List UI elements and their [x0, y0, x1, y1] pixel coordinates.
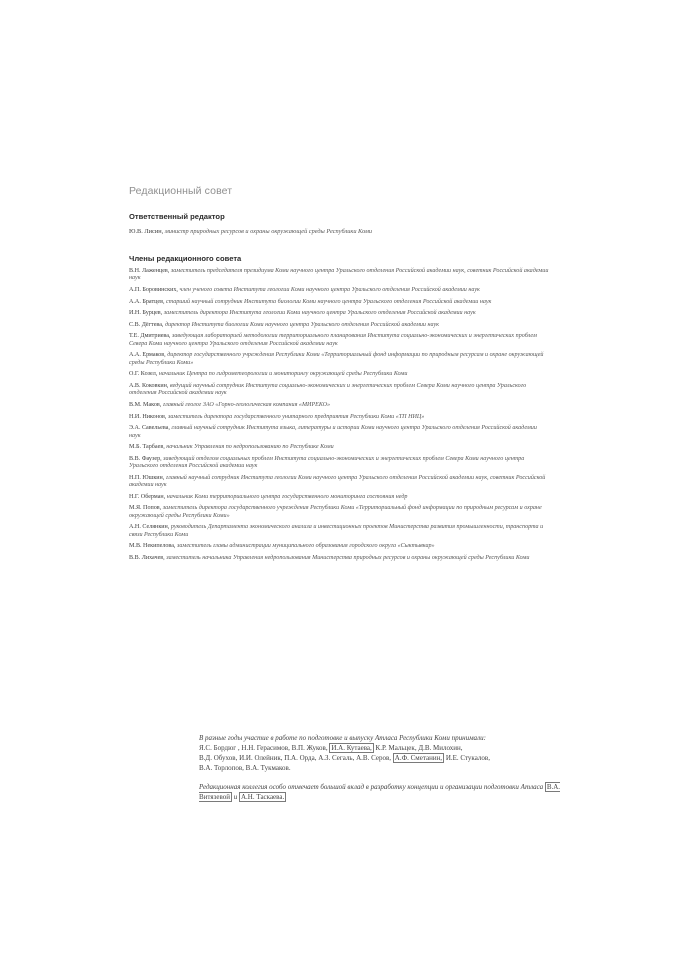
member-role: заведующая лабораторией методологии территориального планирования Института социально-экономических и энергетических проблем Севера Коми научного центра Уральского отделения Российской академии наук: [129, 333, 537, 347]
member-name: Н.П. Юшкин,: [129, 474, 165, 481]
board-member: [129, 555, 549, 562]
member-name: В.В. Фаузер,: [129, 455, 162, 462]
member-role: заместитель председателя президиума Коми научного центра Уральского отделения Российской академии наук, советник Российской академии наук: [129, 268, 549, 282]
member-role: заместитель начальника Управления недропользования Министерства природных ресурсов и охраны окружающей среды Республики Коми: [166, 554, 530, 561]
member-name: М.В. Некипелова,: [129, 543, 176, 550]
member-name: А.Н. Селянкин,: [129, 524, 170, 531]
board-members-list: [129, 268, 549, 567]
chief-editor-role: министр природных ресурсов и охраны окружающей среды Республики Коми: [164, 228, 373, 235]
member-name: В.М. Маков,: [129, 401, 162, 408]
member-name: Т.Е. Дмитриева,: [129, 333, 171, 340]
board-member: [129, 456, 549, 471]
member-role: начальник Центра по гидрометеорологии и мониторингу окружающей среды Республики Коми: [158, 371, 408, 378]
member-role: главный геолог ЗАО «Горно-геологическая компания «МИРЕКО»: [162, 401, 331, 408]
member-role: заместитель директора государственного учреждения Республики Коми «Территориальный фонд информации по природным ресурсам и охране окружающей среды Республики Коми»: [129, 505, 542, 519]
member-name: Э.А. Савельева,: [129, 425, 170, 432]
board-member: [129, 494, 549, 501]
chief-editor-heading: Ответственный редактор: [129, 212, 225, 221]
contributors-block: [199, 733, 571, 802]
contributors-text: Я.С. Бордюг , Н.Н. Герасимов, В.П. Жуков,: [199, 744, 328, 752]
member-name: О.Г. Козел,: [129, 371, 158, 378]
member-role: директор государственного учреждения Республики Коми «Территориальный фонд информации по природным ресурсам и охране окружающей среды Республики Коми»: [129, 352, 544, 366]
contributors-text: И.Е. Стукалов,: [445, 754, 490, 762]
board-member: [129, 425, 549, 440]
member-role: директор Института биологии Коми научного центра Уральского отделения Российской академии наук: [164, 321, 439, 328]
thanks-paragraph: [199, 782, 571, 802]
member-role: руководитель Департамента экономического анализа и инвестиционных проектов Министерства развития промышленности, транспорта и связи Республики Коми: [129, 524, 544, 538]
board-member: [129, 543, 549, 550]
board-member: [129, 505, 549, 520]
member-role: начальник Коми территориального центра государственного мониторинга состояния недр: [166, 493, 408, 500]
board-member: [129, 371, 549, 378]
chief-editor-line: [129, 228, 549, 236]
member-name: А.В. Коковкин,: [129, 382, 169, 389]
member-role: заместитель директора государственного унитарного предприятия Республики Коми «ТП НИЦ»: [167, 413, 425, 420]
board-member: [129, 333, 549, 348]
member-name: В.Н. Лаженцев,: [129, 268, 170, 274]
board-member: [129, 352, 549, 367]
member-name: М.Я. Попов,: [129, 505, 162, 512]
contributors-boxed-name: А.Ф. Сметанин,: [394, 754, 443, 762]
member-name: М.Б. Тарбаев,: [129, 444, 165, 451]
board-member: [129, 475, 549, 490]
contributors-line-2: [199, 753, 571, 763]
member-role: член ученого совета Института геологии Коми научного центра Уральского отделения Российской академии наук: [179, 287, 480, 293]
board-member: [129, 444, 549, 451]
thanks-text: Редакционная коллегия особо отмечает большой вклад в разработку концепции и организации подготовки Атласа: [199, 783, 544, 791]
board-member: [129, 383, 549, 398]
board-member: [129, 402, 549, 409]
member-name: В.В. Лихачев,: [129, 554, 165, 561]
member-name: Н.Г. Оберман,: [129, 493, 166, 500]
contributors-line-1: [199, 743, 571, 753]
contributors-intro: В разные годы участие в работе по подготовке и выпуску Атласа Республики Коми принимали:: [199, 734, 486, 742]
member-name: Н.И. Никонов,: [129, 413, 167, 420]
board-member: [129, 310, 549, 317]
contributors-boxed-name: И.А. Кутаева,: [331, 744, 372, 752]
contributors-text: К.Р. Мальцек, Д.В. Милохин,: [375, 744, 463, 752]
member-name: И.Н. Бурцев,: [129, 310, 163, 317]
chief-editor-name: Ю.В. Лисин,: [129, 228, 164, 235]
board-member: [129, 524, 549, 539]
member-role: заместитель директора Института геологии Коми научного центра Уральского отделения Российской академии наук: [163, 310, 476, 317]
member-name: А.А. Братцев,: [129, 298, 165, 305]
member-role: главный научный сотрудник Института геологии Коми научного центра Уральского отделения Российской академии наук, советник Российской академии наук: [129, 474, 546, 489]
board-member: [129, 414, 549, 421]
thanks-boxed-name: А.Н. Таскаева.: [240, 793, 285, 801]
member-role: заместитель главы администрации муниципального образования городского округа «Сыктывкар»: [177, 543, 435, 550]
member-name: А.П. Боровинских,: [129, 287, 178, 293]
member-name: С.В. Дёгтева,: [129, 321, 164, 328]
member-name: А.А. Ермаков,: [129, 352, 166, 359]
member-role: главный научный сотрудник Института языка, литературы и истории Коми научного центра Уральского отделения Российской академии наук: [129, 425, 537, 439]
page-title: Редакционный совет: [129, 185, 233, 197]
member-role: старший научный сотрудник Института биологии Коми научного центра Уральского отделения Российской академии наук: [166, 298, 492, 305]
board-member: [129, 287, 549, 294]
thanks-text: и: [233, 793, 238, 801]
board-member: [129, 268, 549, 283]
contributors-line-3: В.А. Торлопов, В.А. Тукмаков.: [199, 764, 291, 772]
contributors-text: В.Д. Обухов, И.И. Олейник, П.А. Орда, А.З. Сегаль, А.В. Серов,: [199, 754, 392, 762]
member-role: заведующий отделом социальных проблем Института социально-экономических и энергетических проблем Севера Коми научного центра Уральского отделения Российской академии наук: [129, 455, 525, 470]
board-member: [129, 299, 549, 306]
board-member: [129, 322, 549, 329]
thanks-boxed-name: В.А. Витязевой: [199, 783, 561, 801]
board-heading: Члены редакционного совета: [129, 254, 242, 263]
member-role: ведущий научный сотрудник Института социально-экономических и энергетических проблем Севера Коми научного центра Уральского отделения Российской академии наук: [129, 382, 527, 397]
member-role: начальник Управления по недропользованию по Республике Коми: [166, 444, 334, 451]
